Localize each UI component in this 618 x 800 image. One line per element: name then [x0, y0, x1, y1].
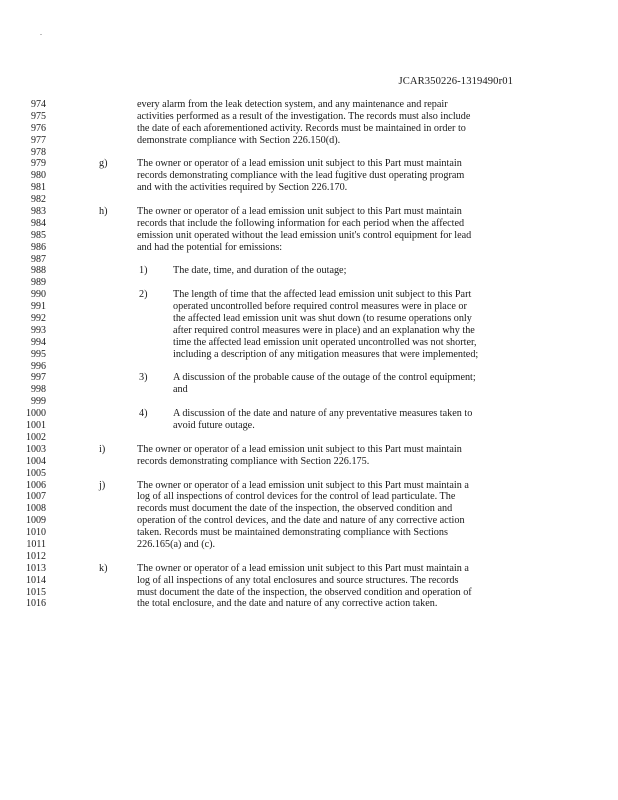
line-text: time the affected lead emission unit operated uncontrolled was not shorter,: [173, 336, 477, 348]
line-number: 1015: [26, 586, 46, 598]
line-number: 986: [31, 241, 46, 253]
line-number: 1014: [26, 574, 46, 586]
line-text: records must document the date of the inspection, the observed condition and: [137, 503, 453, 515]
line-number: 978: [31, 146, 46, 158]
line-number: 981: [31, 182, 46, 194]
document-line: [0, 372, 618, 384]
line-text: The owner or operator of a lead emission unit subject to this Part must maintain a: [137, 479, 469, 491]
line-number: 1003: [26, 443, 46, 455]
line-number: 983: [31, 206, 46, 218]
document-line: [0, 158, 618, 170]
numbered-lines: [0, 99, 618, 610]
item-marker: i): [99, 443, 106, 455]
line-text: operated uncontrolled before required control measures were in place or: [173, 301, 467, 313]
line-number: 1010: [26, 527, 46, 539]
line-text: must document the date of the inspection, the observed condition and operation of: [137, 586, 472, 598]
document-line: [0, 384, 618, 396]
line-number: 1009: [26, 515, 46, 527]
item-marker: 3): [139, 372, 148, 384]
document-line: [0, 587, 618, 599]
document-line: [0, 563, 618, 575]
line-number: 988: [31, 265, 46, 277]
line-text: after required control measures were in place) and an explanation why the: [173, 324, 475, 336]
line-number: 990: [31, 289, 46, 301]
item-marker: h): [99, 206, 108, 218]
document-line: [0, 527, 618, 539]
line-text: taken. Records must be maintained demonstrating compliance with Sections: [137, 527, 448, 539]
line-text: every alarm from the leak detection system, and any maintenance and repair: [137, 99, 448, 110]
document-line: [0, 313, 618, 325]
document-line: [0, 480, 618, 492]
line-number: 997: [31, 372, 46, 384]
document-line: [0, 539, 618, 551]
line-number: 982: [31, 194, 46, 206]
document-line: [0, 456, 618, 468]
document-line: [0, 301, 618, 313]
document-line: [0, 337, 618, 349]
line-number: 987: [31, 253, 46, 265]
document-line: [0, 408, 618, 420]
document-line: [0, 503, 618, 515]
item-marker: 4): [139, 408, 148, 420]
line-text: 226.165(a) and (c).: [137, 538, 216, 550]
line-text: The owner or operator of a lead emission unit subject to this Part must maintain a: [137, 562, 469, 574]
line-number: 979: [31, 158, 46, 170]
document-line: [0, 194, 618, 206]
line-text: The length of time that the affected lead emission unit subject to this Part: [173, 289, 472, 301]
document-line: [0, 147, 618, 159]
line-text: log of all inspections of any total enclosures and source structures. The records: [137, 574, 459, 586]
document-line: [0, 444, 618, 456]
line-text: A discussion of the probable cause of the outage of the control equipment;: [173, 372, 476, 384]
document-line: [0, 491, 618, 503]
item-marker: j): [99, 479, 106, 491]
line-number: 1012: [26, 550, 46, 562]
document-line: [0, 277, 618, 289]
document-line: [0, 361, 618, 373]
line-number: 974: [31, 99, 46, 110]
line-number: 1011: [26, 538, 46, 550]
document-line: [0, 551, 618, 563]
line-text: records demonstrating compliance with Section 226.175.: [137, 455, 370, 467]
document-line: [0, 396, 618, 408]
document-line: [0, 135, 618, 147]
line-number: 1016: [26, 598, 46, 610]
line-text: The date, time, and duration of the outage;: [173, 265, 347, 277]
document-line: [0, 325, 618, 337]
document-line: [0, 289, 618, 301]
line-text: The owner or operator of a lead emission unit subject to this Part must maintain: [137, 158, 462, 170]
document-line: [0, 111, 618, 123]
document-line: [0, 254, 618, 266]
line-text: emission unit operated without the lead emission unit's control equipment for lead: [137, 229, 472, 241]
document-line: [0, 420, 618, 432]
line-text: demonstrate compliance with Section 226.150(d).: [137, 134, 341, 146]
document-line: [0, 242, 618, 254]
line-number: 1004: [26, 455, 46, 467]
line-number: 993: [31, 324, 46, 336]
line-text: log of all inspections of control devices for the control of lead particulate. The: [137, 491, 456, 503]
line-number: 1007: [26, 491, 46, 503]
line-text: avoid future outage.: [173, 420, 255, 432]
document-line: [0, 206, 618, 218]
line-text: records that include the following information for each period when the affected: [137, 217, 465, 229]
document-line: [0, 349, 618, 361]
document-line: [0, 515, 618, 527]
document-line: [0, 99, 618, 111]
document-line: [0, 598, 618, 610]
line-text: and: [173, 384, 188, 396]
document-line: [0, 230, 618, 242]
item-marker: k): [99, 562, 108, 574]
line-text: including a description of any mitigation measures that were implemented;: [173, 348, 479, 360]
line-number: 994: [31, 336, 46, 348]
line-number: 1005: [26, 467, 46, 479]
line-number: 989: [31, 277, 46, 289]
line-number: 991: [31, 301, 46, 313]
line-number: 984: [31, 217, 46, 229]
item-marker: 2): [139, 289, 148, 301]
line-number: 980: [31, 170, 46, 182]
document-line: [0, 182, 618, 194]
line-text: The owner or operator of a lead emission unit subject to this Part must maintain: [137, 443, 462, 455]
line-text: records demonstrating compliance with the lead fugitive dust operating program: [137, 170, 465, 182]
line-number: 1002: [26, 431, 46, 443]
line-number: 1013: [26, 562, 46, 574]
line-number: 1000: [26, 408, 46, 420]
line-number: 998: [31, 384, 46, 396]
line-text: operation of the control devices, and the date and nature of any corrective action: [137, 515, 465, 527]
line-number: 977: [31, 134, 46, 146]
line-text: the total enclosure, and the date and nature of any corrective action taken.: [137, 598, 438, 610]
line-text: the date of each aforementioned activity. Records must be maintained in order to: [137, 122, 466, 134]
document-id: JCAR350226-1319490r01: [398, 76, 513, 87]
line-number: 976: [31, 122, 46, 134]
line-number: 1001: [26, 420, 46, 432]
line-text: A discussion of the date and nature of any preventative measures taken to: [173, 408, 473, 420]
stray-mark: .: [40, 28, 42, 37]
line-number: 975: [31, 110, 46, 122]
document-line: [0, 170, 618, 182]
line-number: 995: [31, 348, 46, 360]
document-line: [0, 432, 618, 444]
line-text: the affected lead emission unit was shut down (to resume operations only: [173, 313, 472, 325]
document-line: [0, 123, 618, 135]
line-number: 992: [31, 313, 46, 325]
line-text: and with the activities required by Section 226.170.: [137, 182, 348, 194]
line-text: and had the potential for emissions:: [137, 241, 283, 253]
item-marker: 1): [139, 265, 148, 277]
document-line: [0, 218, 618, 230]
line-number: 1008: [26, 503, 46, 515]
document-line: [0, 468, 618, 480]
item-marker: g): [99, 158, 108, 170]
line-number: 985: [31, 229, 46, 241]
line-text: activities performed as a result of the investigation. The records must also include: [137, 110, 471, 122]
document-line: [0, 265, 618, 277]
line-text: The owner or operator of a lead emission unit subject to this Part must maintain: [137, 206, 462, 218]
line-number: 996: [31, 360, 46, 372]
document-line: [0, 575, 618, 587]
line-number: 999: [31, 396, 46, 408]
line-number: 1006: [26, 479, 46, 491]
